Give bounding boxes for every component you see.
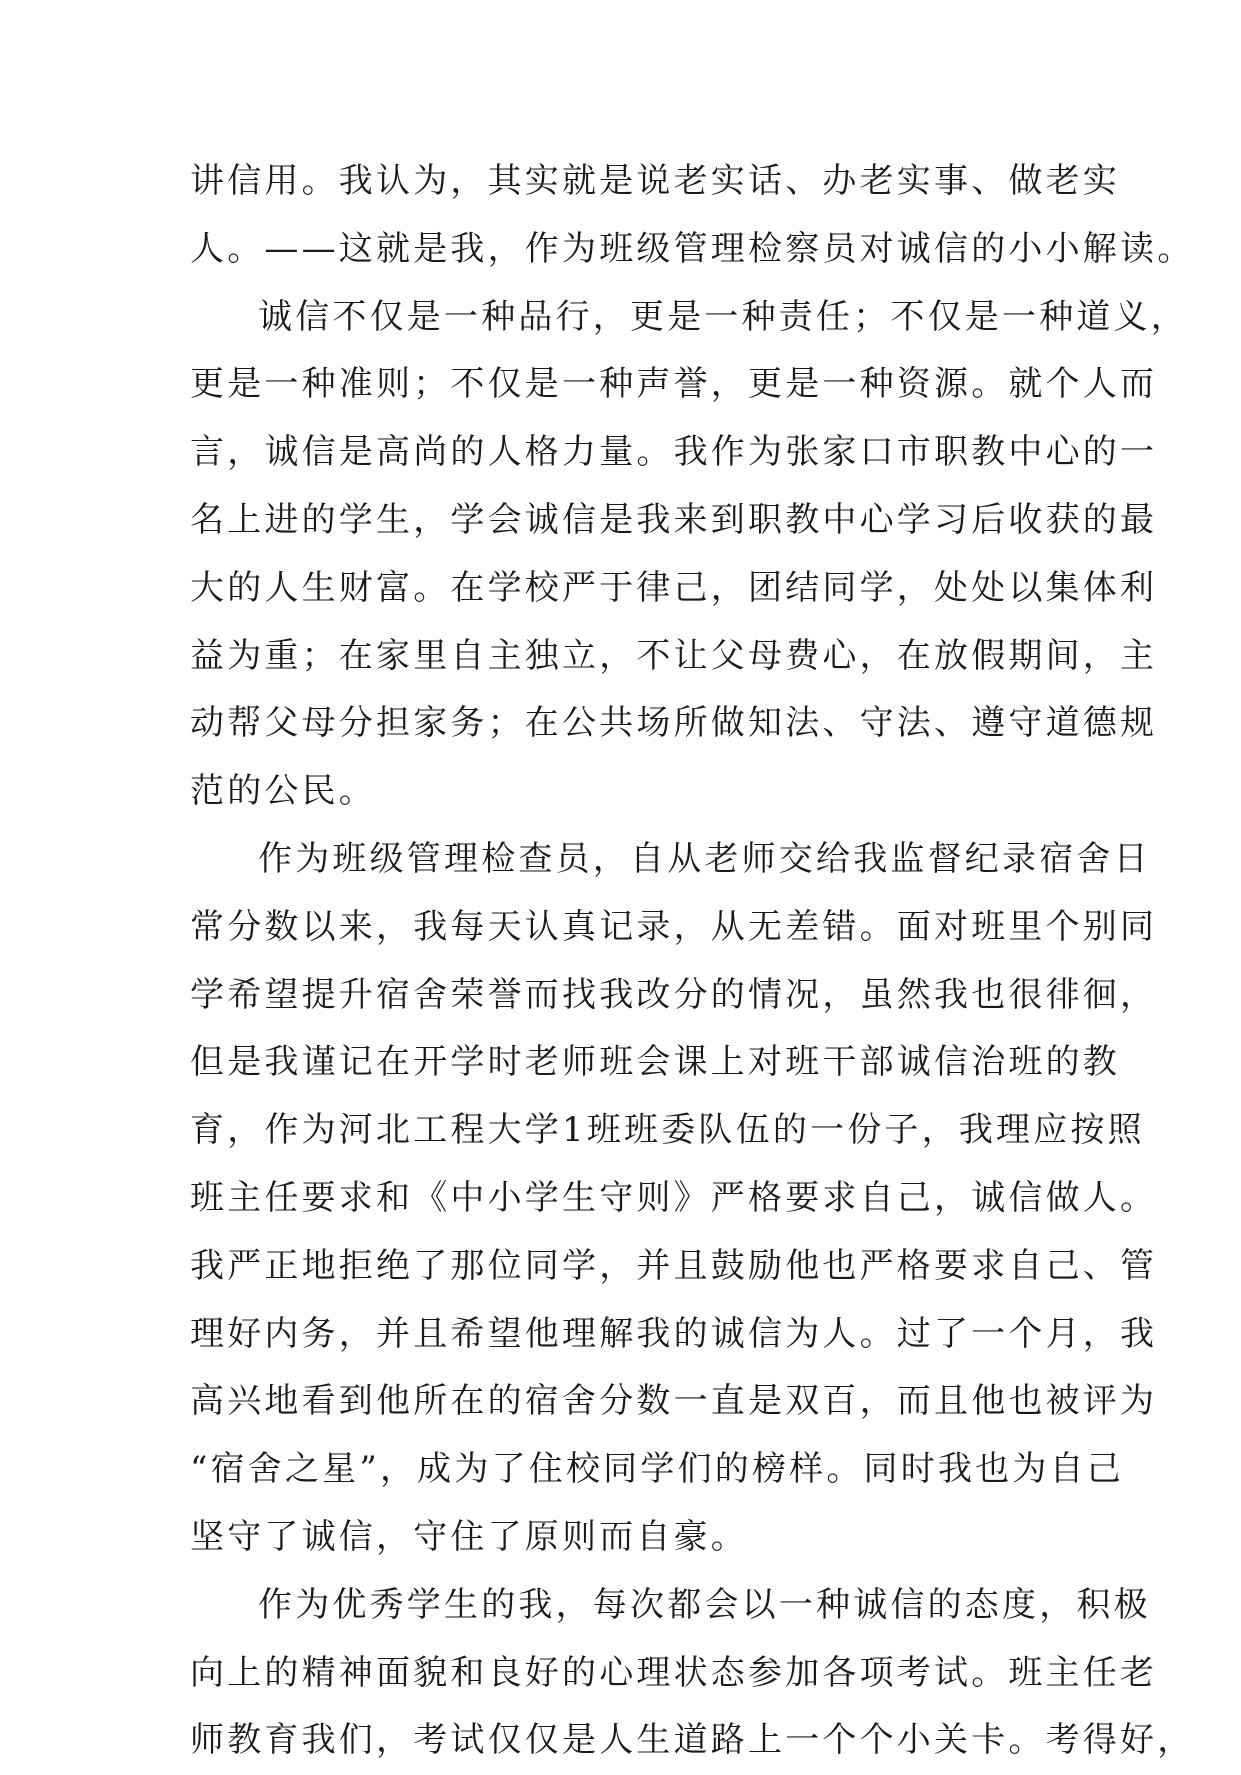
text-line: 讲信用。我认为，其实就是说老实话、办老实事、做老实 — [190, 161, 1120, 201]
text-line: 坚守了诚信，守住了原则而自豪。 — [190, 1516, 748, 1557]
text-line: 班主任要求和《中小学生守则》严格要求自己，诚信做人。 — [190, 1177, 1158, 1218]
text-line: 学希望提升宿舍荣誉而找我改分的情况，虽然我也很徘徊， — [190, 974, 1158, 1015]
text-line: 我严正地拒绝了那位同学，并且鼓励他也严格要求自己、管 — [190, 1245, 1158, 1286]
text-line: 更是一种准则；不仅是一种声誉，更是一种资源。就个人而 — [190, 364, 1158, 405]
text-line: 动帮父母分担家务；在公共场所做知法、守法、遵守道德规 — [190, 703, 1158, 744]
text-line: 常分数以来，我每天认真记录，从无差错。面对班里个别同 — [190, 906, 1158, 947]
text-line: 向上的精神面貌和良好的心理状态参加各项考试。班主任老 — [190, 1652, 1158, 1693]
text-line: 诚信不仅是一种品行，更是一种责任；不仅是一种道义， — [258, 296, 1188, 337]
text-line: “宿舍之星”，成为了住校同学们的榜样。同时我也为自己 — [190, 1449, 1124, 1490]
text-line: 理好内务，并且希望他理解我的诚信为人。过了一个月，我 — [190, 1313, 1158, 1354]
text-line: 大的人生财富。在学校严于律己，团结同学，处处以集体利 — [190, 567, 1158, 608]
text-line: 益为重；在家里自主独立，不让父母费心，在放假期间，主 — [190, 635, 1158, 676]
body-text — [190, 148, 1195, 1775]
text-line: 范的公民。 — [190, 771, 376, 812]
text-line: 人。——这就是我，作为班级管理检察员对诚信的小小解读。 — [190, 228, 1195, 269]
text-line: 名上进的学生，学会诚信是我来到职教中心学习后收获的最 — [190, 499, 1158, 540]
text-line: 言，诚信是高尚的人格力量。我作为张家口市职教中心的一 — [190, 432, 1158, 473]
text-line: 高兴地看到他所在的宿舍分数一直是双百，而且他也被评为 — [190, 1381, 1158, 1422]
text-line: 育，作为河北工程大学1班班委队伍的一份子，我理应按照 — [190, 1110, 1145, 1151]
text-line: 师教育我们，考试仅仅是人生道路上一个个小关卡。考得好， — [190, 1720, 1195, 1761]
text-line: 作为优秀学生的我，每次都会以一种诚信的态度，积极 — [258, 1584, 1151, 1625]
text-line: 作为班级管理检查员，自从老师交给我监督纪录宿舍日 — [258, 838, 1151, 879]
text-line: 但是我谨记在开学时老师班会课上对班干部诚信治班的教 — [190, 1042, 1120, 1083]
